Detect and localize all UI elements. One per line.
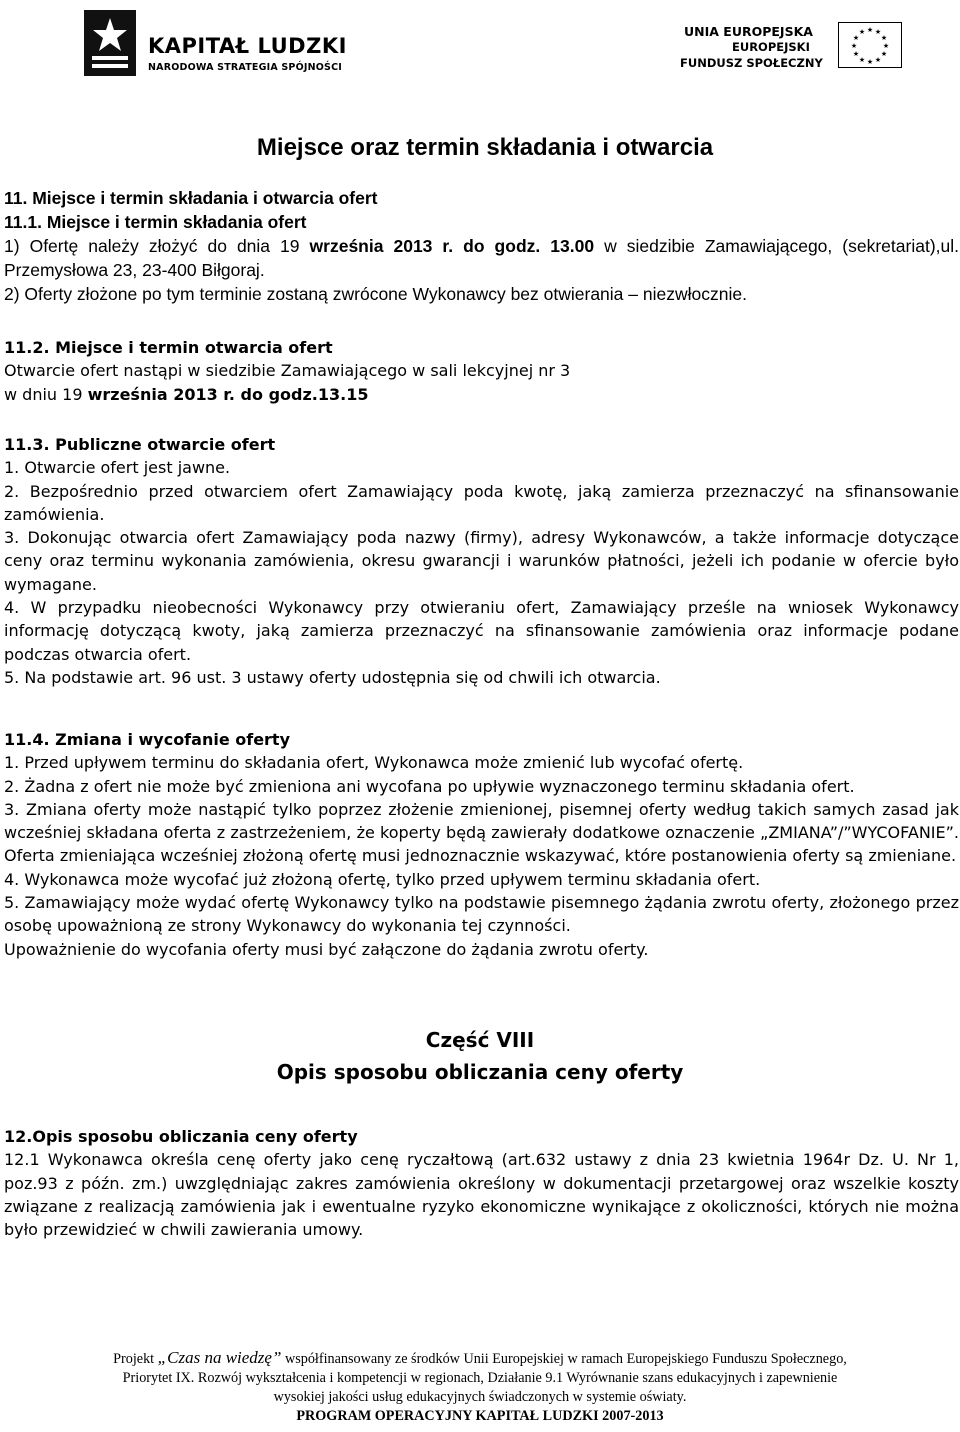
footer-line: Priorytet IX. Rozwój wykształcenia i kompetencji w regionach, Działanie 9.1 Wyrównanie szans edukacyjnych i zapewnienie [122, 1370, 838, 1386]
list-item: 1. Przed upływem terminu do składania ofert, Wykonawca może zmienić lub wycofać ofertę. [4, 753, 744, 773]
svg-text:★: ★ [858, 28, 866, 36]
svg-text:★: ★ [852, 50, 860, 58]
list-item: 3. Dokonując otwarcia ofert Zamawiający poda nazwy (firmy), adresy Wykonawców, a także informacje dotyczące ceny oraz terminu wykonania zamówienia, okresu gwarancji i warunków płatności, jeżeli ich podanie w ofercie było wymagane. [4, 528, 959, 594]
list-item: 5. Na podstawie art. 96 ust. 3 ustawy oferty udostępnia się od chwili ich otwarcia. [4, 667, 661, 687]
list-item: 3. Zmiana oferty może nastąpić tylko poprzez złożenie zmienionej, pisemnej oferty według takich samych zasad jak wcześniej składana oferta z zastrzeżeniem, że koperty będą zawierały dodatkowe oznaczenie „ZMIANA”/”WYCOFANIE”. Oferta zmieniająca wcześniej złożoną ofertę musi jednoznacznie wskazywać, które postanowienia oferty są zmieniane. [4, 799, 959, 866]
eu-logo-line1: UNIA EUROPEJSKA [684, 24, 813, 39]
list-item: 4. Wykonawca może wycofać już złożoną ofertę, tylko przed upływem terminu składania ofert. [4, 869, 761, 889]
svg-text:★: ★ [858, 56, 866, 64]
footer-program: PROGRAM OPERACYJNY KAPITAŁ LUDZKI 2007-2013 [296, 1408, 664, 1424]
section-12 [4, 1125, 959, 1241]
page-footer [0, 1348, 960, 1426]
logo-subtitle: NARODOWA STRATEGIA SPÓJNOŚCI [148, 62, 342, 73]
section-heading: 11. Miejsce i termin składania i otwarcia ofert [4, 188, 378, 208]
kapital-ludzki-emblem-icon [84, 10, 136, 76]
paragraph: 1) Ofertę należy złożyć do dnia 19 września 2013 r. do godz. 13.00 w siedzibie Zamawiającego, (sekretariat),ul. Przemysłowa 23, 23-400 Biłgoraj. [4, 236, 959, 280]
eu-logo-line3: FUNDUSZ SPOŁECZNY [680, 56, 823, 70]
svg-text:★: ★ [880, 50, 888, 58]
paragraph: Otwarcie ofert nastąpi w siedzibie Zamawiającego w sali lekcyjnej nr 3 [4, 361, 571, 381]
svg-text:★: ★ [874, 56, 882, 64]
section-11 [4, 186, 959, 234]
paragraph: w dniu 19 września 2013 r. do godz.13.15 [4, 384, 369, 404]
kapital-ludzki-logo [84, 10, 384, 86]
paragraph: 12.1 Wykonawca określa cenę oferty jako cenę ryczałtową (art.632 ustawy z dnia 23 kwietnia 1964r Dz. U. Nr 1, poz.93 z późn. zm.) uwzględniając zakres zamówienia określony w dokumentacji przetargowej oraz wszelkie koszty związane z realizacją zamówienia jak i ewentualne ryzyko ekonomiczne wynikające z okoliczności, których nie można było przewidzieć w chwili zawierania umowy. [4, 1150, 959, 1240]
section-11-4 [4, 728, 959, 961]
svg-text:★: ★ [874, 28, 882, 36]
list-item: 2. Żadna z ofert nie może być zmieniona ani wycofana po upływie wyznaczonego terminu składania ofert. [4, 776, 855, 796]
section-heading: 12.Opis sposobu obliczania ceny oferty [4, 1127, 358, 1146]
svg-text:★: ★ [852, 34, 860, 42]
footer-line: wysokiej jakości usług edukacyjnych świadczonych w systemie oświaty. [273, 1389, 687, 1405]
section-11-2 [4, 336, 959, 406]
list-item: 5. Zamawiający może wydać ofertę Wykonawcy tylko na podstawie pisemnego żądania zwrotu oferty, złożonego przez osobę upoważnioną ze strony Wykonawcy do wykonania tej czynności. [4, 893, 959, 936]
list-item: 1. Otwarcie ofert jest jawne. [4, 458, 231, 478]
part-heading [0, 1024, 960, 1088]
subsection-heading: 11.2. Miejsce i termin otwarcia ofert [4, 338, 333, 357]
svg-text:★: ★ [882, 42, 890, 50]
svg-text:★: ★ [850, 42, 858, 50]
svg-text:★: ★ [866, 58, 874, 66]
eu-flag-icon [838, 22, 902, 68]
subsection-heading: 11.4. Zmiana i wycofanie oferty [4, 730, 291, 749]
page-title: Miejsce oraz termin składania i otwarcia [256, 134, 714, 161]
eu-logo-line2: EUROPEJSKI [732, 40, 810, 54]
list-item: Upoważnienie do wycofania oferty musi być załączone do żądania zwrotu oferty. [4, 939, 649, 959]
svg-text:★: ★ [866, 26, 874, 34]
part-number: Część VIII [425, 1028, 535, 1052]
section-11-1-body [4, 234, 959, 306]
part-title: Opis sposobu obliczania ceny oferty [276, 1060, 684, 1084]
section-11-3 [4, 433, 959, 689]
eu-logo [680, 22, 902, 82]
paragraph: 2) Oferty złożone po tym terminie zostaną zwrócone Wykonawcy bez otwierania – niezwłocznie. [4, 284, 747, 304]
subsection-heading: 11.1. Miejsce i termin składania ofert [4, 212, 307, 232]
subsection-heading: 11.3. Publiczne otwarcie ofert [4, 435, 276, 454]
list-item: 4. W przypadku nieobecności Wykonawcy przy otwieraniu ofert, Zamawiający prześle na wniosek Wykonawcy informację dotyczącą kwoty, jaką zamierza przeznaczyć na sfinansowanie zamówienia oraz informacje podane podczas otwarcia ofert. [4, 598, 959, 664]
footer-line: Projekt „Czas na wiedzę” współfinansowany ze środków Unii Europejskiej w ramach Europejskiego Funduszu Społecznego, [113, 1348, 847, 1367]
logo-name: KAPITAŁ LUDZKI [148, 34, 347, 58]
list-item: 2. Bezpośrednio przed otwarciem ofert Zamawiający poda kwotę, jaką zamierza przeznaczyć na sfinansowanie zamówienia. [4, 481, 959, 524]
svg-text:★: ★ [880, 34, 888, 42]
